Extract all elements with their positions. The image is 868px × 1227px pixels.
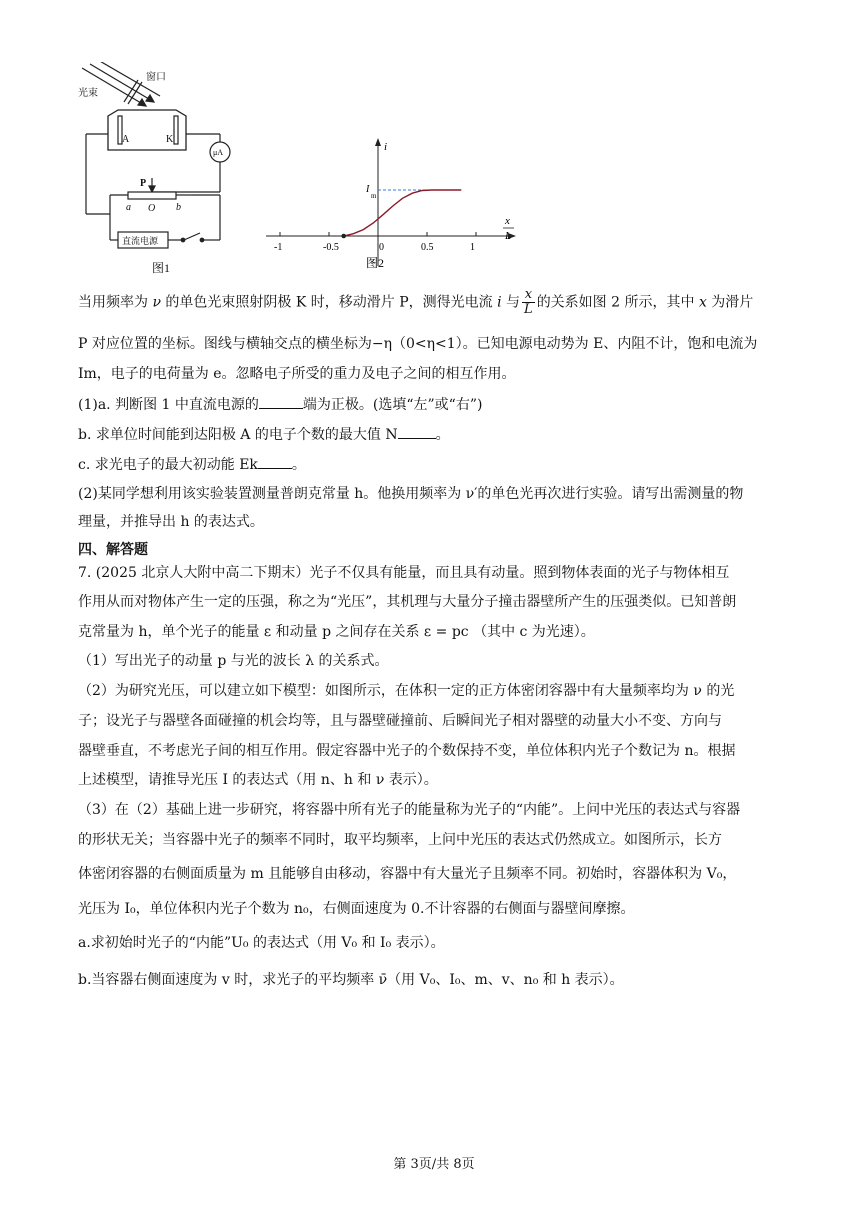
section-heading: 四、解答题 xyxy=(78,542,148,558)
q7-line-1: 7. (2025 北京人大附中高二下期末）光子不仅具有能量，而且具有动量。照到物体表面的光子与物体相互 xyxy=(78,565,730,581)
y-axis-label: i xyxy=(384,141,388,153)
saturation-label: I xyxy=(366,184,370,195)
x-tick-label: 0 xyxy=(379,242,384,253)
fraction-x-over-l: $\frac{x}{L}$ xyxy=(524,287,533,317)
q7-line-14: b.当容器右侧面速度为 v 时，求光子的平均频率 ν̄（用 V₀、I₀、m、v、n₀ 和 h 表示）。 xyxy=(78,972,624,988)
q7-line-3: 克常量为 h，单个光子的能量 ε 和动量 p 之间存在关系 ε = pc （其中 c 为光速）。 xyxy=(78,624,595,640)
figure2-caption: 图2 xyxy=(366,256,385,270)
q7-line-9: （3）在（2）基础上进一步研究，将容器中所有光子的能量称为光子的“内能”。上问中光压的表达式与容器 xyxy=(78,802,741,818)
beam-label: 光束 xyxy=(78,88,98,99)
q7-line-10: 的形状无关；当容器中光子的频率不同时，取平均频率，上问中光压的表达式仍然成立。如图所示，长方 xyxy=(78,832,722,848)
question-2-line-1: (2)某同学想利用该实验装置测量普朗克常量 h。他换用频率为 ν′的单色光再次进行实验。请写出需测量的物 xyxy=(78,486,744,502)
question-1a: (1)a. 判断图 1 中直流电源的 端为正极。(选填“左”或“右”) xyxy=(78,394,790,415)
y-axis-arrow xyxy=(375,138,381,146)
answer-blank-1a[interactable] xyxy=(259,394,303,409)
question-1b: b. 求单位时间能到达阳极 A 的电子个数的最大值 N 。 xyxy=(78,424,790,445)
slider-label: P xyxy=(140,178,147,189)
cathode-label: K xyxy=(166,134,174,145)
x-axis-label-den: L xyxy=(505,230,512,242)
microammeter-label: μA xyxy=(213,148,224,157)
intercept-point xyxy=(341,234,346,239)
paragraph-line-2: P 对应位置的坐标。图线与横轴交点的横坐标为−η（0<η<1）。已知电源电动势为 E、内阻不计，饱和电流为 xyxy=(78,336,758,352)
x-tick-label: -0.5 xyxy=(323,242,339,253)
x-tick-label: 1 xyxy=(470,242,475,253)
page-footer: 第 3页/共 8页 xyxy=(393,1157,475,1172)
photocurrent-curve xyxy=(344,190,462,236)
paragraph-line-3: Im，电子的电荷量为 e。忽略电子所受的重力及电子之间的相互作用。 xyxy=(78,366,516,382)
q7-line-12: 光压为 I₀，单位体积内光子个数为 n₀，右侧面速度为 0.不计容器的右侧面与器壁间摩擦。 xyxy=(78,901,635,917)
x-tick-label: -1 xyxy=(274,242,283,253)
window-label: 窗口 xyxy=(146,72,166,83)
q7-line-8: 上述模型，请推导光压 I 的表达式（用 n、h 和 ν 表示）。 xyxy=(78,772,438,788)
q7-line-7: 器壁垂直，不考虑光子间的相互作用。假定容器中光子的个数保持不变，单位体积内光子个数记为 n。根据 xyxy=(78,743,736,759)
question-1c: c. 求光电子的最大初动能 Ek 。 xyxy=(78,454,790,475)
q7-line-2: 作用从而对物体产生一定的压强，称之为“光压”，其机理与大量分子撞击器壁所产生的压强类似。已知普朗 xyxy=(78,594,737,610)
end-a-label: a xyxy=(126,202,131,213)
q7-line-5: （2）为研究光压，可以建立如下模型：如图所示，在体积一定的正方体密闭容器中有大量频率均为 ν 的光 xyxy=(78,683,735,699)
figure2-chart xyxy=(262,132,527,277)
x-axis-label-num: x xyxy=(505,215,510,227)
answer-blank-1b[interactable] xyxy=(398,424,436,439)
figure1-caption: 图1 xyxy=(152,261,171,275)
q7-line-4: （1）写出光子的动量 p 与光的波长 λ 的关系式。 xyxy=(78,653,389,669)
q7-line-13: a.求初始时光子的“内能”U₀ 的表达式（用 V₀ 和 I₀ 表示）。 xyxy=(78,935,445,951)
saturation-subscript: m xyxy=(371,192,377,200)
question-2-line-2: 理量，并推导出 h 的表达式。 xyxy=(78,514,264,530)
answer-blank-1c[interactable] xyxy=(258,454,292,469)
anode-label: A xyxy=(122,134,130,145)
q7-line-6: 子；设光子与器壁各面碰撞的机会均等，且与器壁碰撞前、后瞬间光子相对器壁的动量大小不变、方向与 xyxy=(78,713,722,729)
power-supply-label: 直流电源 xyxy=(122,236,159,246)
figure1-circuit xyxy=(72,62,247,277)
paragraph-line-1: 当用频率为 ν 的单色光束照射阴极 K 时，移动滑片 P，测得光电流 i 与 $\frac{x}{L}$ 的关系如图 2 所示，其中 x 为滑片 xyxy=(78,287,754,317)
end-b-label: b xyxy=(176,202,181,213)
q7-line-11: 体密闭容器的右侧面质量为 m 且能够自由移动，容器中有大量光子且频率不同。初始时，容器体积为 V₀， xyxy=(78,866,737,882)
center-o-label: O xyxy=(148,203,156,214)
x-tick-label: 0.5 xyxy=(421,242,434,253)
